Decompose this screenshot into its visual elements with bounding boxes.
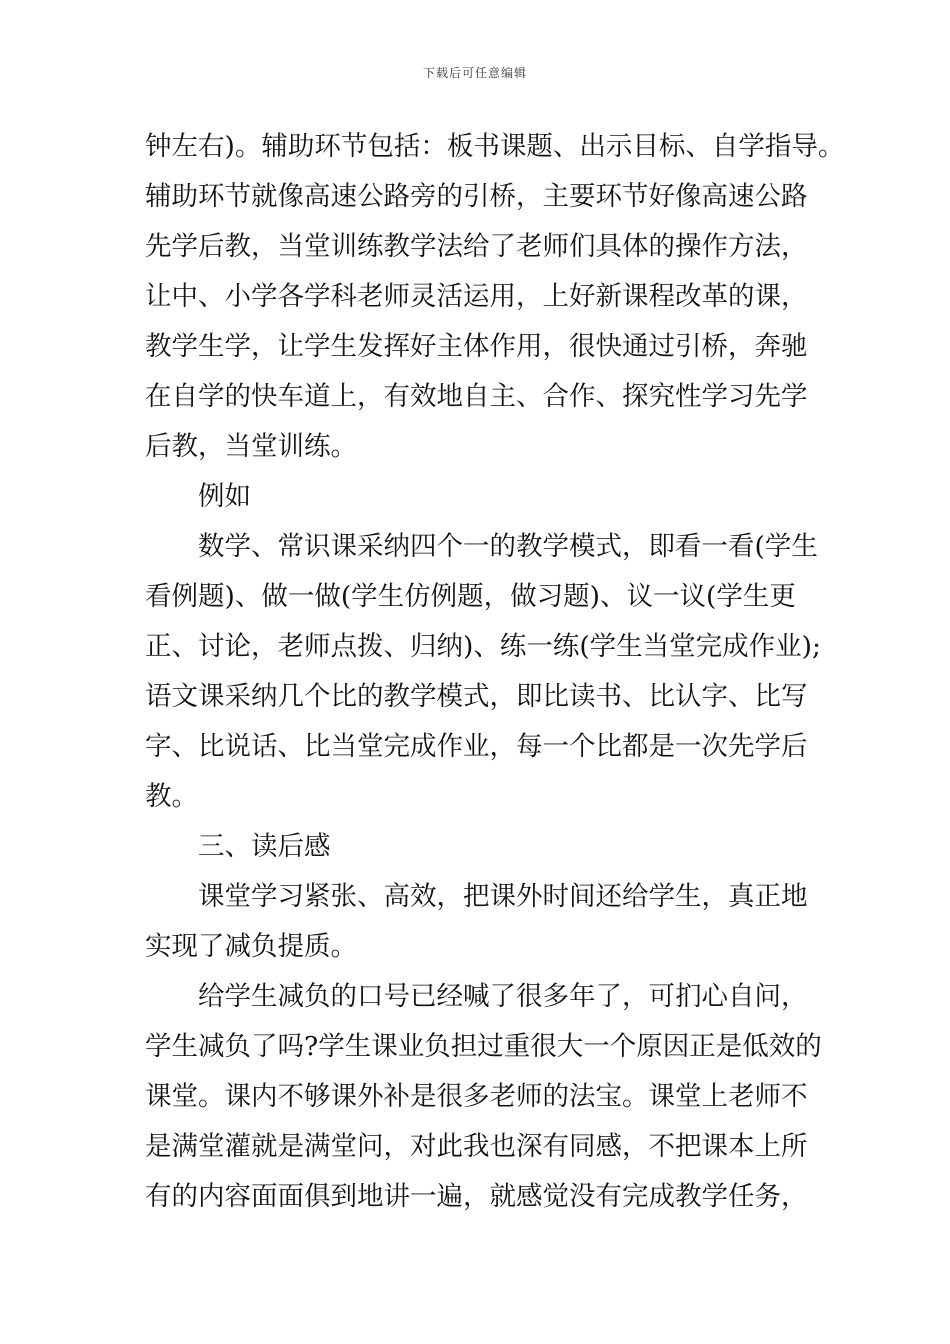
page-header: 下载后可任意编辑 (422, 66, 527, 80)
text-line: 后教，当堂训练。 (145, 431, 357, 462)
section-heading: 三、读后感 (198, 831, 331, 862)
text-line: 教。 (145, 781, 198, 812)
text-line: 课堂学习紧张、高效，把课外时间还给学生，真正地 (198, 881, 808, 912)
text-line: 语文课采纳几个比的教学模式，即比读书、比认字、比写 (145, 681, 808, 712)
text-line: 字、比说话、比当堂完成作业，每一个比都是一次先学后 (145, 731, 808, 762)
text-line: 课堂。课内不够课外补是很多老师的法宝。课堂上老师不 (145, 1081, 808, 1112)
text-line: 给学生减负的口号已经喊了很多年了，可扪心自问， (198, 981, 808, 1012)
paragraph-heading: 例如 (198, 481, 251, 512)
text-line: 实现了减负提质。 (145, 931, 357, 962)
text-line: 先学后教，当堂训练教学法给了老师们具体的操作方法， (145, 231, 808, 262)
document-body (145, 122, 845, 1222)
text-line: 有的内容面面俱到地讲一遍，就感觉没有完成教学任务， (145, 1181, 808, 1212)
text-line: 正、讨论，老师点拨、归纳)、练一练(学生当堂完成作业); (145, 631, 821, 662)
text-line: 数学、常识课采纳四个一的教学模式，即看一看(学生 (198, 531, 818, 562)
text-line: 让中、小学各学科老师灵活运用，上好新课程改革的课， (145, 281, 808, 312)
text-line: 在自学的快车道上，有效地自主、合作、探究性学习先学 (145, 381, 808, 412)
text-line: 学生减负了吗?学生课业负担过重很大一个原因正是低效的 (145, 1031, 822, 1062)
text-line: 钟左右)。辅助环节包括：板书课题、出示目标、自学指导。 (145, 131, 845, 162)
text-line: 教学生学，让学生发挥好主体作用，很快通过引桥，奔驰 (145, 331, 808, 362)
text-line: 是满堂灌就是满堂问，对此我也深有同感，不把课本上所 (145, 1131, 808, 1162)
text-line: 看例题)、做一做(学生仿例题，做习题)、议一议(学生更 (145, 581, 796, 612)
text-line: 辅助环节就像高速公路旁的引桥，主要环节好像高速公路 (145, 181, 808, 212)
